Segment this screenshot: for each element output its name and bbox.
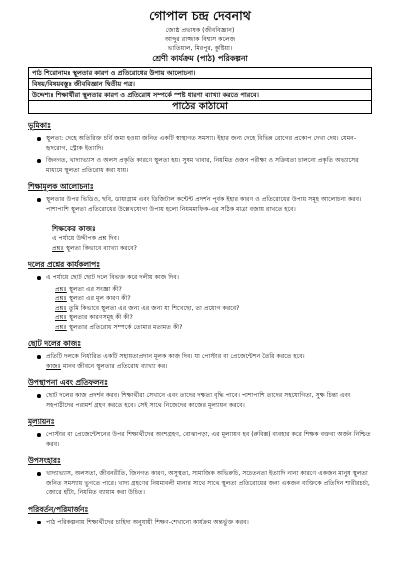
question-label: প্রশ্নঃ bbox=[55, 285, 67, 293]
bullet-item bbox=[28, 195, 372, 214]
subject-label: বিষয়/বিষয়বস্তুঃ bbox=[32, 80, 72, 88]
bullet-text: প্রতিটি দলকে নির্ধারিত একটি সহায়তাপ্রদান মূলক কাজ দিব। যা পোস্টার বা প্রেজেন্টেশন তৈরি করতে হবে। bbox=[46, 353, 305, 360]
lesson-title-value: স্থূলতার কারণ ও প্রতিরোধের উপায় আলোচনা। bbox=[72, 69, 196, 77]
bullet-item bbox=[28, 134, 372, 153]
presentation-section bbox=[28, 377, 372, 410]
question-label: প্রশ্নঃ bbox=[55, 323, 67, 331]
question-label: প্রশ্নঃ bbox=[55, 295, 67, 302]
college-name: আব্দুর রাজ্জাক বিশ্বাস কলেজ bbox=[164, 36, 236, 43]
question-text: তুমি কিভাবে স্থূলতা এর জন্য এর জন্য যা শিখেছো, তা প্রয়োগ করবে? bbox=[68, 304, 240, 312]
group-task bbox=[46, 362, 372, 372]
section-heading: শিক্ষামূলক আলোচনাঃ bbox=[28, 182, 94, 191]
section-heading: মূল্যায়নঃ bbox=[28, 417, 55, 426]
question-label: প্রশ্নঃ bbox=[55, 304, 67, 312]
group-questions-section bbox=[28, 259, 372, 332]
question-text: স্থূলতা এর মূল কারণ কী? bbox=[68, 295, 131, 302]
lesson-title-label: পাঠ শিরোনামঃ bbox=[32, 69, 71, 77]
task-label: কাজঃ bbox=[46, 362, 61, 370]
section-heading: উপসংহারঃ bbox=[28, 456, 61, 465]
bullet-text: স্থূলতা: দেহে অতিরিক্ত চর্বি জমা হওয়া জনিত একটি স্বাস্থ্যগত সমস্যা। ইহার জন্য দেহে বিভিন্ন রোগের প্রকোপ দেখা দেয়। যেমন- হৃদরোগ, স্ট্রোক ইত্যাদি। bbox=[46, 135, 357, 152]
plan-title: শ্রেণী কার্যক্রম (পাঠ) পরিকল্পনা bbox=[152, 54, 248, 63]
structure-heading: পাঠের কাঠামো bbox=[172, 101, 228, 112]
bullet-icon bbox=[37, 159, 41, 163]
bullet-text: খাদ্যাভ্যাস, অলসতা, জীবনরীতি, জিনগত কারণ, অসুস্থতা, সামাজিক অভিরুচি, সচেতনতা ইত্যাদি নানা কারণে একজন মানুষ স্থূলতা জনিত সমস্যায় ভুগতে পারে। খাদ্য গ্রহণের নিয়মাবলী মানার সাথে সাথে স্থূলতা প্রতিরোধের জন্য একজন ব্যক্তিকে প্রতিদিন শারীরচর্চা, জোরে হাঁটা, নিয়মিত ব্যায়াম করা উচিত। bbox=[46, 470, 370, 496]
question-item bbox=[55, 294, 372, 304]
question-text: স্থূলতা কিভাবে ব্যাখ্যা করবে? bbox=[65, 244, 137, 252]
evaluation-section bbox=[28, 416, 372, 449]
discussion-section bbox=[28, 181, 372, 214]
document-header bbox=[28, 8, 372, 64]
bullet-icon bbox=[37, 198, 41, 202]
college-address: ভাতিয়াল, মিরপুর, কুষ্টিয়া। bbox=[167, 45, 233, 52]
bullet-text: স্থূলতার উপর ভিডিও, ছবি, ডায়াগ্রাম এবং ডিজিটাল কন্টেন্ট প্রদর্শন পূর্বক ইহার কারণ ও প্রতিরোধের উপায় সমূহ আলোচনা করব। পাশাপাশি স্থূলতা প্রতিরোধের উল্লেখযোগ্য উপায় হলো নিয়মমাফিক-এর সঠিক মাত্রা বজায় রাখতে হবে। bbox=[46, 196, 362, 213]
lesson-title-row bbox=[29, 68, 371, 79]
bullet-icon bbox=[37, 137, 41, 141]
question-text: স্থূলতার প্রতিরোধ সম্পর্কে তোমার মতামত কী? bbox=[68, 323, 183, 331]
teacher-instruction: এ পর্যায়ে উদ্দীপক প্রশ্ন দিব। bbox=[52, 235, 120, 242]
section-heading: দলের প্রশ্নের কার্যকলাপঃ bbox=[28, 260, 101, 269]
bullet-icon bbox=[37, 472, 41, 476]
question-text: স্থূলতার কারণসমূহ কী কী? bbox=[68, 314, 133, 321]
conclusion-section bbox=[28, 455, 372, 498]
bullet-item bbox=[28, 430, 372, 449]
bullet-icon bbox=[37, 433, 41, 437]
question-item bbox=[55, 304, 372, 314]
lesson-info-box bbox=[28, 67, 372, 114]
bullet-text: জিনগত, খাদ্যাভ্যাস ও অলস প্রকৃতি কারণে স্থূলতা হয়। সুষম খাবার, নিয়মিত ওজন পরীক্ষা ও সক্রিয়তা চালনো প্রকৃতি অভ্যাসের মাধ্যমে স্থূলতা প্রতিরোধ করা যায়। bbox=[46, 157, 359, 174]
author-designation: জ্যেষ্ঠ প্রভাষক (জীববিজ্ঞান) bbox=[165, 27, 235, 34]
question-text: স্থূলতা এর সংজ্ঞা কী? bbox=[68, 285, 122, 293]
bullet-item bbox=[28, 273, 372, 283]
question-label: প্রশ্নঃ bbox=[55, 314, 67, 321]
bullet-icon bbox=[37, 394, 41, 398]
question-item bbox=[55, 285, 372, 295]
bullet-text: এ পর্যায়ে ছোট ছোট দলে বিভক্ত করে দলীয় কাজ দিব। bbox=[46, 274, 179, 281]
subsection-heading: শিক্ষকের কাজঃ bbox=[52, 224, 96, 233]
bullet-item bbox=[28, 352, 372, 362]
section-heading: ভূমিকাঃ bbox=[28, 121, 51, 130]
section-heading: উপস্থাপনা এবং প্রতিফলনঃ bbox=[28, 378, 108, 387]
subject-row bbox=[29, 79, 371, 90]
bullet-item bbox=[28, 469, 372, 498]
bullet-item bbox=[28, 518, 372, 528]
question-item bbox=[55, 323, 372, 333]
section-heading: পরিবর্তন/পরিমার্জনঃ bbox=[28, 504, 89, 514]
bullet-icon bbox=[37, 355, 41, 359]
modification-section bbox=[28, 504, 372, 528]
introduction-section bbox=[28, 120, 372, 175]
question-list bbox=[55, 285, 372, 333]
small-group-section bbox=[28, 338, 372, 371]
bullet-icon bbox=[37, 521, 41, 525]
bullet-item bbox=[28, 391, 372, 410]
teacher-question bbox=[52, 244, 372, 254]
bullet-text: ছোট দলের কাজ প্রদর্শন করব। শিক্ষার্থীরা সেখানে এবং তাদের দক্ষতা বৃদ্ধি পাবে। পাশাপাশি তাদের সহযোগিতা, সুক্ষ চিন্তা এবং সহপাঠীদের পরামর্শ গ্রহণ করতে হবে। সেই সাথে নিজেদের কাজের মূল্যায়ন করবে। bbox=[46, 392, 351, 409]
bullet-item bbox=[28, 156, 372, 175]
teacher-task-section bbox=[52, 223, 372, 253]
task-text: মানব জীবনে স্থূলতার প্রতিরোধ ব্যাখ্যা কর। bbox=[62, 362, 168, 370]
bullet-text: পোস্টার বা প্রেজেন্টেশনের উপর শিক্ষার্থীদের অংশগ্রহণ, বোঝাপড়া, এর মূল্যায়ণ হব (রুবিক্স) ব্যবহার করে শিক্ষক বক্তব্য অর্জন নিশ্চিত করব। bbox=[46, 431, 371, 448]
author-name: গোপাল চন্দ্র দেবনাথ bbox=[149, 8, 251, 23]
objective-value: শিক্ষার্থীরা স্থূলতার কারণ ও প্রতিরোধ সম্পর্কে স্পষ্ট ধারণা ব্যাখ্যা করতে পারবে। bbox=[55, 91, 259, 99]
question-label: প্রশ্নঃ bbox=[52, 244, 64, 252]
objective-label: উদ্দেশ্যঃ bbox=[32, 91, 54, 99]
subject-value: জীববিজ্ঞান দ্বিতীয় পত্র। bbox=[73, 80, 136, 88]
bullet-text: পাঠ পরিকল্পনায় শিক্ষার্থীদের চাহিদা অনুযায়ী শিক্ষণ-শেখানো কার্যক্রম অন্তর্ভুক্ত করব। bbox=[46, 518, 249, 526]
bullet-icon bbox=[37, 276, 41, 280]
section-heading: ছোট দলের কাজঃ bbox=[28, 339, 82, 348]
question-item bbox=[55, 313, 372, 323]
objective-row bbox=[29, 90, 371, 101]
